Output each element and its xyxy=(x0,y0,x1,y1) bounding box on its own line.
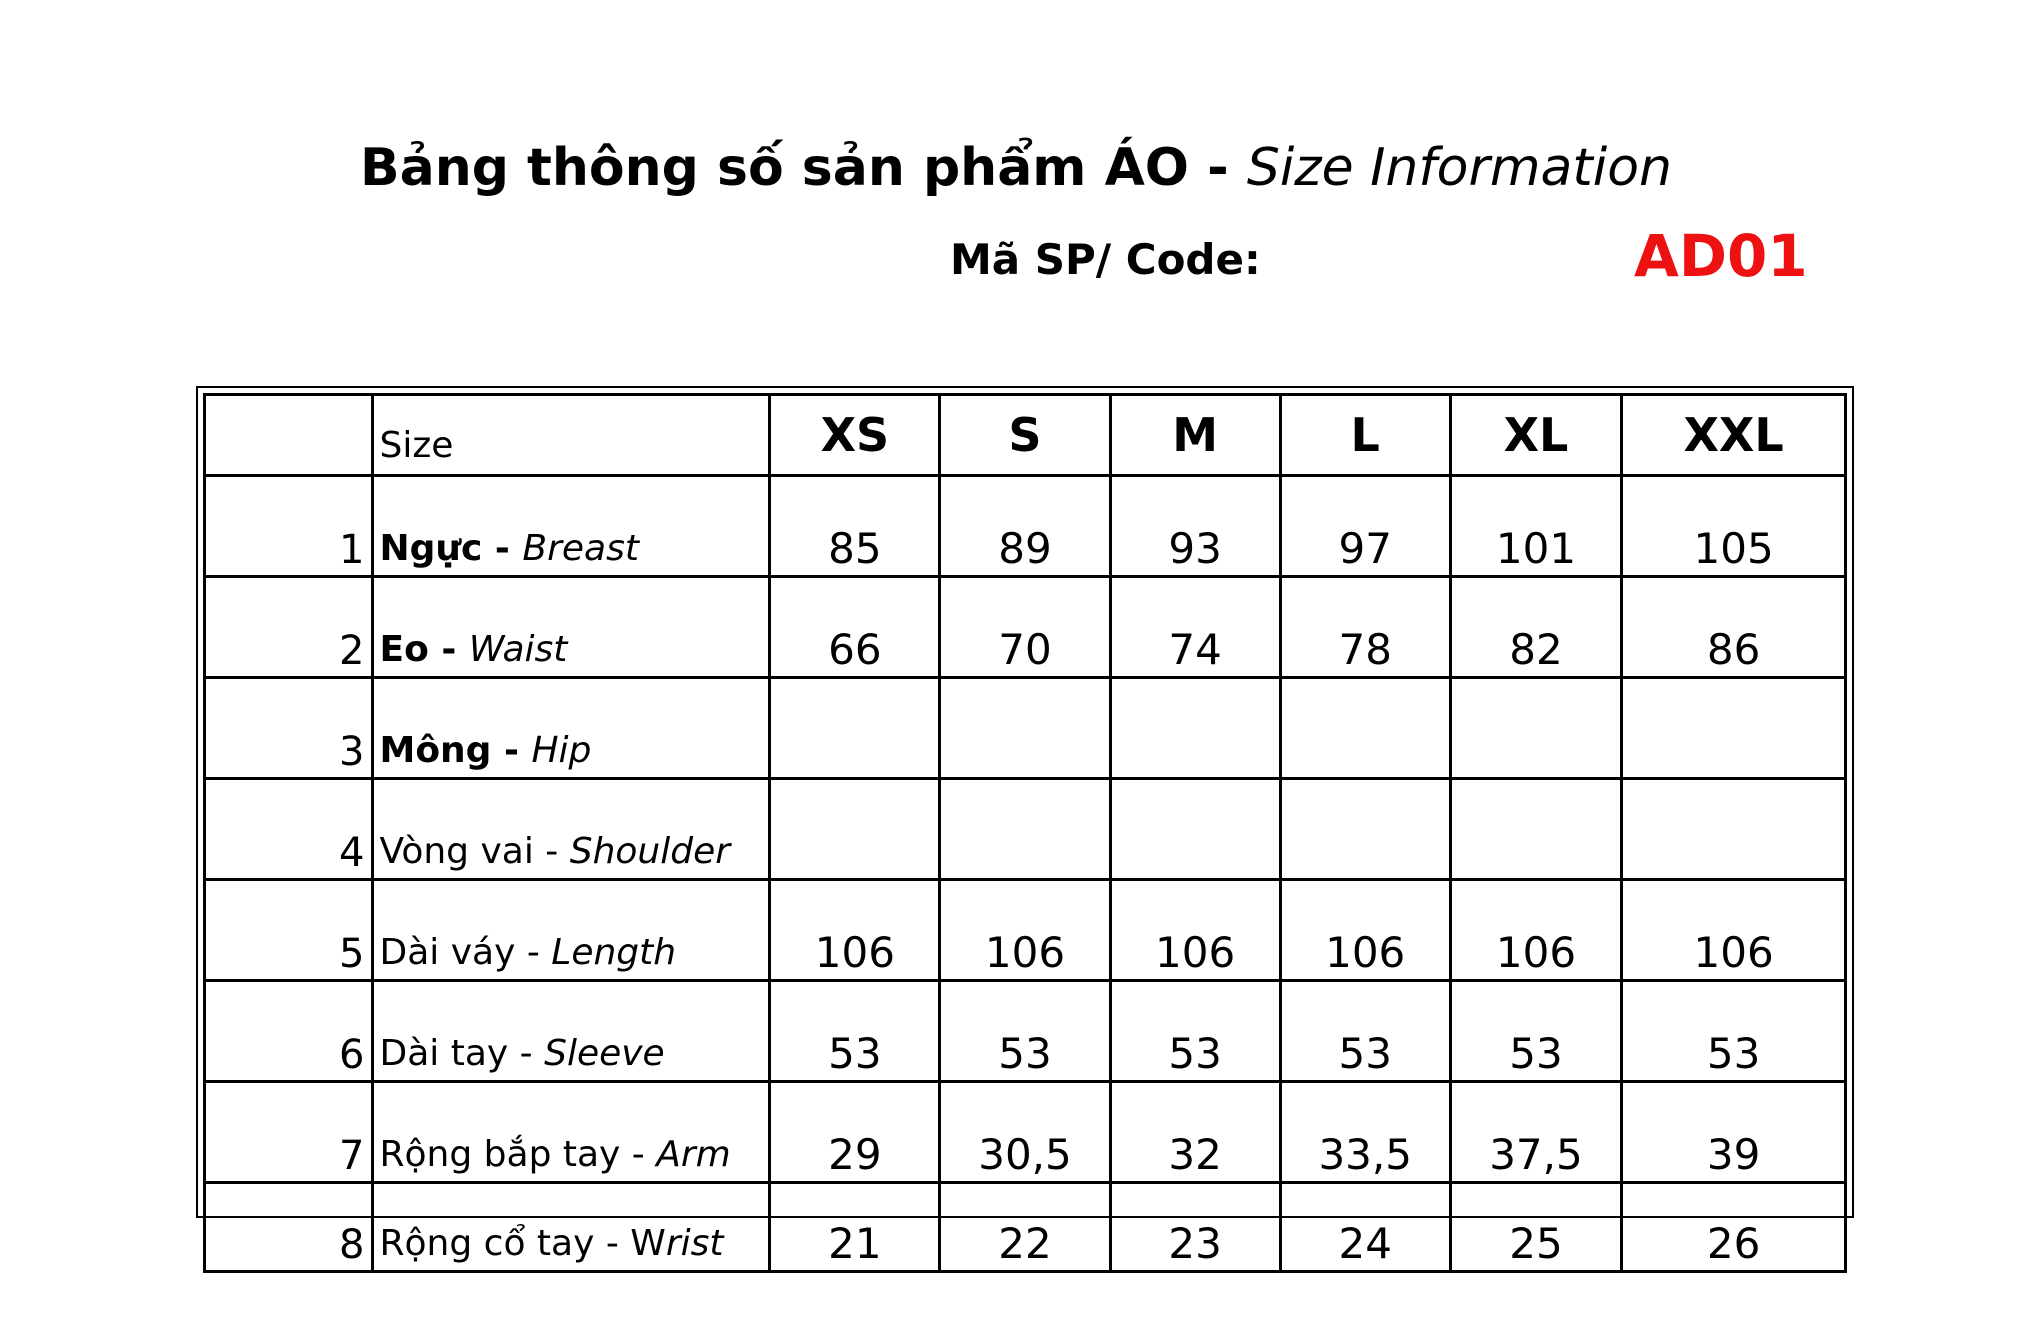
value-cell-xl xyxy=(1450,678,1621,779)
value-cell-l: 24 xyxy=(1280,1183,1450,1272)
table-row xyxy=(205,779,1846,880)
measurement-label-vietnamese: Eo - xyxy=(379,629,469,670)
measurement-label xyxy=(372,476,770,577)
measurement-label-vietnamese: Rộng cổ tay - W xyxy=(379,1223,666,1264)
value-cell-l: 33,5 xyxy=(1280,1082,1450,1183)
header-size-label: Size xyxy=(372,395,770,476)
value-cell-xxl: 53 xyxy=(1622,981,1846,1082)
measurement-label xyxy=(372,1183,770,1272)
value-cell-l: 97 xyxy=(1280,476,1450,577)
header-size-l: L xyxy=(1280,395,1450,476)
measurement-label xyxy=(372,577,770,678)
value-cell-s: 70 xyxy=(940,577,1110,678)
measurement-label xyxy=(372,981,770,1082)
measurement-label-vietnamese: Ngực - xyxy=(379,528,523,569)
value-cell-xl: 101 xyxy=(1450,476,1621,577)
value-cell-s: 53 xyxy=(940,981,1110,1082)
measurement-label-english: Sleeve xyxy=(544,1033,665,1074)
product-code-value: AD01 xyxy=(1634,222,1808,290)
value-cell-l xyxy=(1280,678,1450,779)
measurement-label-english: Shoulder xyxy=(569,831,731,872)
value-cell-xxl: 105 xyxy=(1622,476,1846,577)
value-cell-xs: 106 xyxy=(770,880,940,981)
row-number: 4 xyxy=(205,779,373,880)
measurement-label-english: Breast xyxy=(522,528,639,569)
value-cell-xs: 85 xyxy=(770,476,940,577)
measurement-label-vietnamese: Mông - xyxy=(379,730,532,771)
row-number: 7 xyxy=(205,1082,373,1183)
header-size-m: M xyxy=(1110,395,1280,476)
value-cell-s: 30,5 xyxy=(940,1082,1110,1183)
value-cell-l: 78 xyxy=(1280,577,1450,678)
value-cell-xl xyxy=(1450,779,1621,880)
value-cell-xs xyxy=(770,779,940,880)
value-cell-l xyxy=(1280,779,1450,880)
value-cell-l: 106 xyxy=(1280,880,1450,981)
header-size-s: S xyxy=(940,395,1110,476)
measurement-label-vietnamese: Rộng bắp tay - xyxy=(379,1134,657,1175)
value-cell-xs: 53 xyxy=(770,981,940,1082)
value-cell-m: 106 xyxy=(1110,880,1280,981)
value-cell-xxl: 39 xyxy=(1622,1082,1846,1183)
value-cell-xxl: 106 xyxy=(1622,880,1846,981)
value-cell-m: 93 xyxy=(1110,476,1280,577)
row-number: 5 xyxy=(205,880,373,981)
row-number: 3 xyxy=(205,678,373,779)
measurement-label-english: rist xyxy=(665,1223,724,1264)
value-cell-xl: 53 xyxy=(1450,981,1621,1082)
table-row xyxy=(205,981,1846,1082)
measurement-label-english: Waist xyxy=(468,629,568,670)
value-cell-xs: 29 xyxy=(770,1082,940,1183)
value-cell-m xyxy=(1110,779,1280,880)
table-row xyxy=(205,577,1846,678)
value-cell-xs: 66 xyxy=(770,577,940,678)
value-cell-s: 106 xyxy=(940,880,1110,981)
value-cell-xl: 37,5 xyxy=(1450,1082,1621,1183)
value-cell-xxl xyxy=(1622,779,1846,880)
row-number: 2 xyxy=(205,577,373,678)
measurement-label xyxy=(372,1082,770,1183)
header-size-xxl: XXL xyxy=(1622,395,1846,476)
value-cell-xl: 106 xyxy=(1450,880,1621,981)
size-table-frame xyxy=(196,386,1854,1268)
value-cell-l: 53 xyxy=(1280,981,1450,1082)
title-english: Size Information xyxy=(1246,138,1673,198)
table-row xyxy=(205,678,1846,779)
table-header-row xyxy=(205,395,1846,476)
measurement-label xyxy=(372,779,770,880)
table-row xyxy=(205,476,1846,577)
value-cell-m: 32 xyxy=(1110,1082,1280,1183)
measurement-label-english: Arm xyxy=(656,1134,731,1175)
measurement-label-vietnamese: Dài váy - xyxy=(379,932,552,973)
value-cell-s: 22 xyxy=(940,1183,1110,1272)
measurement-label-english: Length xyxy=(551,932,677,973)
page-title xyxy=(0,133,2032,203)
title-vietnamese: Bảng thông số sản phẩm ÁO - xyxy=(359,138,1247,198)
value-cell-m: 74 xyxy=(1110,577,1280,678)
measurement-label-vietnamese: Dài tay - xyxy=(379,1033,545,1074)
header-index-cell xyxy=(205,395,373,476)
value-cell-xl: 25 xyxy=(1450,1183,1621,1272)
header-size-xl: XL xyxy=(1450,395,1621,476)
product-code-label: Mã SP/ Code: xyxy=(950,235,1261,284)
size-table xyxy=(203,393,1847,1273)
table-row xyxy=(205,1082,1846,1183)
value-cell-s xyxy=(940,779,1110,880)
measurement-label xyxy=(372,880,770,981)
row-number: 6 xyxy=(205,981,373,1082)
row-number: 1 xyxy=(205,476,373,577)
measurement-label xyxy=(372,678,770,779)
value-cell-s: 89 xyxy=(940,476,1110,577)
value-cell-xxl xyxy=(1622,678,1846,779)
value-cell-xxl: 86 xyxy=(1622,577,1846,678)
table-row xyxy=(205,880,1846,981)
row-number: 8 xyxy=(205,1183,373,1272)
value-cell-s xyxy=(940,678,1110,779)
table-row xyxy=(205,1183,1846,1272)
value-cell-xs xyxy=(770,678,940,779)
value-cell-xs: 21 xyxy=(770,1183,940,1272)
value-cell-m: 23 xyxy=(1110,1183,1280,1272)
value-cell-xl: 82 xyxy=(1450,577,1621,678)
value-cell-m: 53 xyxy=(1110,981,1280,1082)
header-size-xs: XS xyxy=(770,395,940,476)
measurement-label-vietnamese: Vòng vai - xyxy=(379,831,570,872)
value-cell-m xyxy=(1110,678,1280,779)
measurement-label-english: Hip xyxy=(531,730,592,771)
value-cell-xxl: 26 xyxy=(1622,1183,1846,1272)
